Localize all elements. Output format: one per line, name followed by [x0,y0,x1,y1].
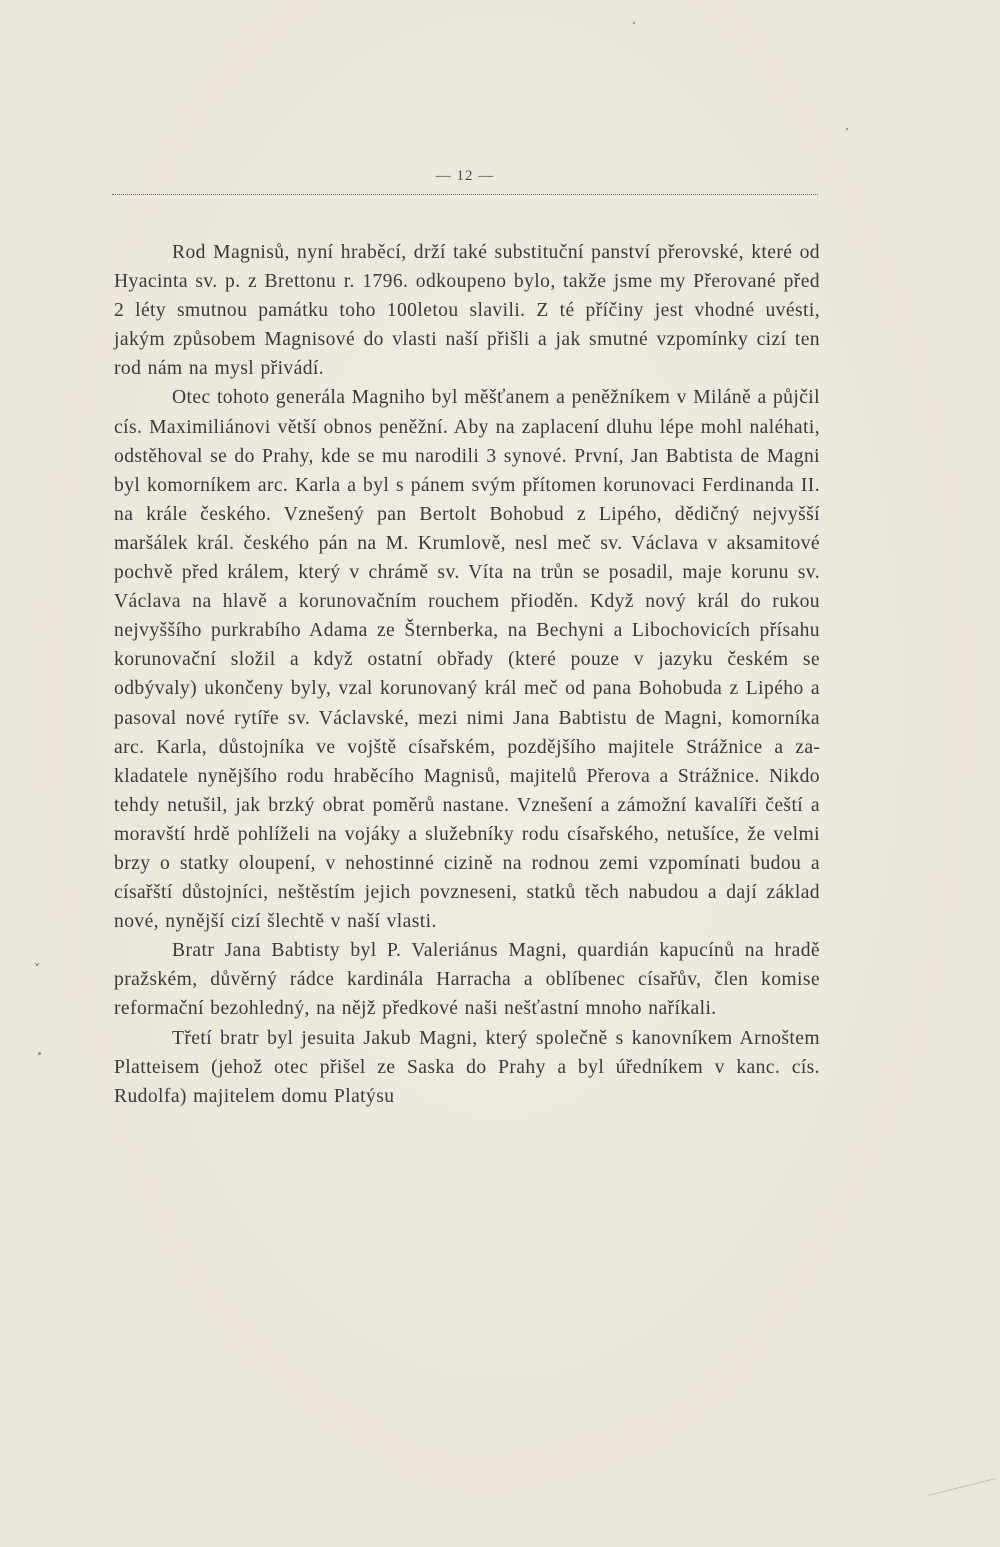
page-number: — 12 — [435,168,495,184]
body-text [114,238,820,1111]
paragraph-3: Bratr Jana Babtisty byl P. Valeriánus Magni, quardián kapucínů na hradě pražském, důvěrný rádce kardinála Harracha a oblíbenec císařův, člen komise reformační bezohledný, na nějž předkové naši nešťastní mnoho naříkali. [114,940,820,1020]
page-header [112,168,818,198]
header-divider [112,194,818,195]
paragraph-1: Rod Magnisů, nyní hraběcí, drží také substituční panství přerovské, které od Hyacinta sv. p. z Brettonu r. 1796. odkoupeno bylo, takže jsme my Přerované před 2 léty smutnou památku toho 100letou slavili. Z té příčiny jest vhodné uvésti, jakým způsobem Magnisové do vlasti naší přišli a jak smutné vzpomínky cizí ten rod nám na mysl přivádí. [114,242,820,380]
paper-speck [38,1052,41,1055]
paper-speck [846,128,848,130]
paper-scratch [928,1478,1000,1515]
paragraph-4: Třetí bratr byl jesuita Jakub Magni, který společně s kanovníkem Arnoštem Platteisem (jehož otec přišel ze Saska do Prahy a byl úředníkem v kanc. cís. Rudolfa) majitelem domu Platýsu [114,1027,820,1107]
paragraph-2: Otec tohoto generála Magniho byl měšťanem a peněžníkem v Miláně a půjčil cís. Maximiliánovi větší obnos peněžní. Aby na zaplacení dluhu lépe mohl naléhati, odstěhoval se do Prahy, kde se mu narodili 3 synové. První, Jan Babtista de Magni byl komorníkem arc. Karla a byl s pánem svým přítomen korunovaci Ferdinanda II. na krále českého. Vznešený pan Bertolt Bohobud z Lipého, dědičný nejvyšší maršálek král. českého pán na M. Krumlově, nesl meč sv. Václava v aksamitové pochvě před králem, který v chrámě sv. Víta na trůn se posadil, maje korunu sv. Václava na hlavě a korunovačním rouchem přioděn. Když nový král do rukou nejvyššího purkrabího Adama ze Šternberka, na Bechyni a Libochovicích přísahu korunovační složil a když ostatní obřady (které pouze v jazyku českém se odbývaly) ukončeny byly, vzal korunovaný král meč od pana Bohobuda z Lipého a pasoval nové rytíře sv. Václavské, mezi nimi Jana Babtistu de Magni, komorníka arc. Karla, důstojníka ve vojště císařském, pozdějšího majitele Strážnice a zakladatele nynějšího rodu hraběcího Magnisů, majitelů Přerova a Strážnice. Nikdo tehdy netušil, jak brzký obrat poměrů nastane. Vznešení a zámožní kavalíři čeští a moravští hrdě pohlíželi na vojáky a služebníky rodu císařského, netušíce, že velmi brzy o statky oloupení, v nehostinné cizině na rodnou zemi vzpomínati budou a císařští důstojníci, neštěstím jejich povzneseni, statků těch nabudou a dají základ nové, nynější cizí šlechtě v naší vlasti. [114,387,820,933]
paper-speck [633,22,635,24]
margin-tick-mark: ˅ [34,962,40,976]
